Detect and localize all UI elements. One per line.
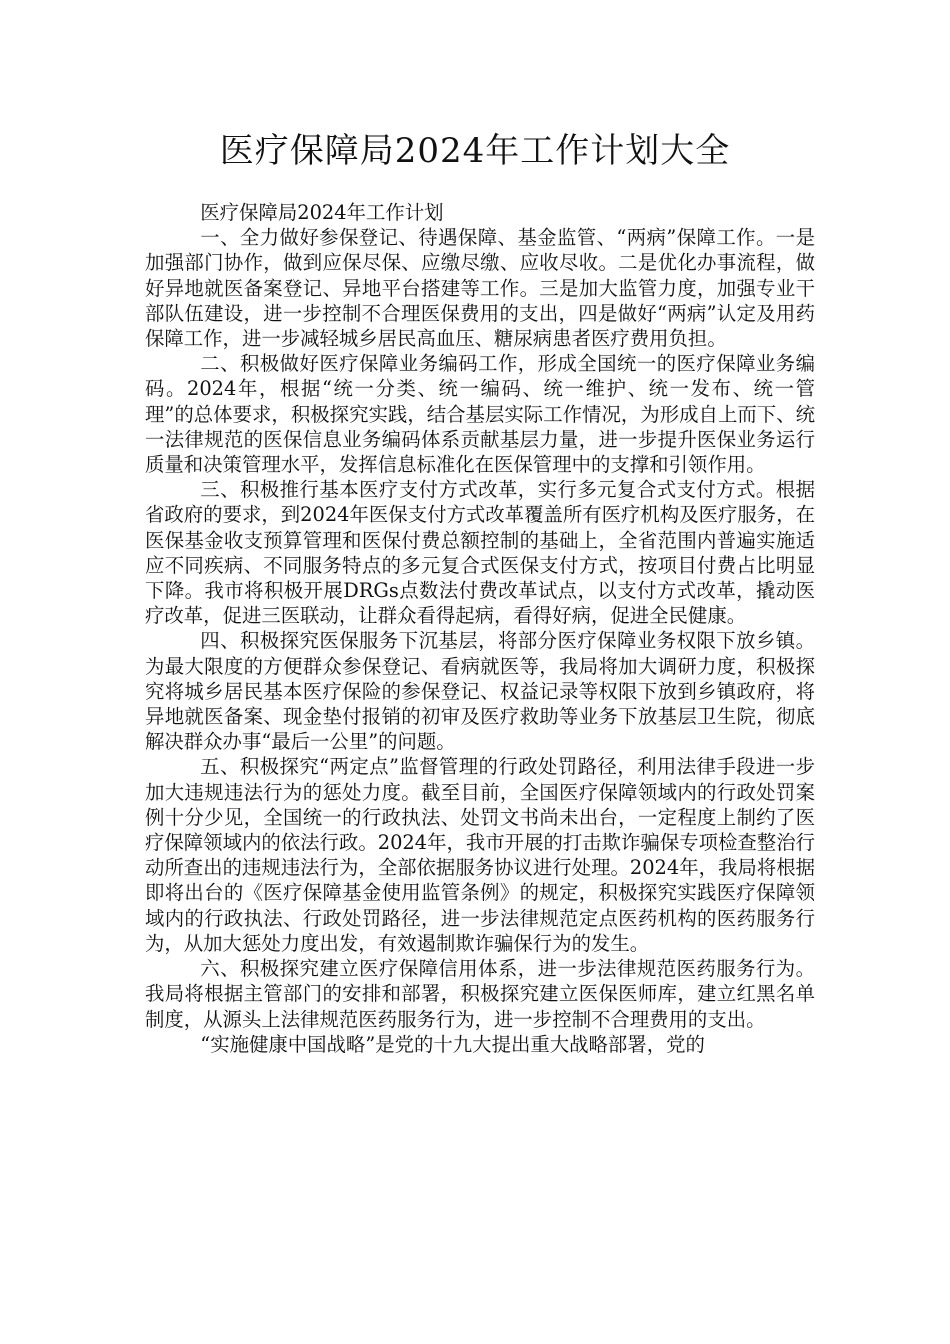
paragraph-3: 三、积极推行基本医疗支付方式改革，实行多元复合式支付方式。根据省政府的要求，到2024年医保支付方式改革覆盖所有医疗机构及医疗服务，在医保基金收支预算管理和医保付费总额控制的基础上，全省范围内普遍实施适应不同疾病、不同服务特点的多元复合式医保支付方式，按项目付费占比明显下降。我市将积极开展DRGs点数法付费改革试点，以支付方式改革，撬动医疗改革，促进三医联动，让群众看得起病，看得好病，促进全民健康。	[145, 478, 815, 628]
paragraph-5: 五、积极探究“两定点”监督管理的行政处罚路径，利用法律手段进一步加大违规违法行为的惩处力度。截至目前，全国医疗保障领域内的行政处罚案例十分少见，全国统一的行政执法、处罚文书尚未出台，一定程度上制约了医疗保障领域内的依法行政。2024年，我市开展的打击欺诈骗保专项检查整治行动所查出的违规违法行为，全部依据服务协议进行处理。2024年，我局将根据即将出台的《医疗保障基金使用监管条例》的规定，积极探究实践医疗保障领域内的行政执法、行政处罚路径，进一步法律规范定点医药机构的医药服务行为，从加大惩处力度出发，有效遏制欺诈骗保行为的发生。	[145, 755, 815, 955]
paragraph-2: 二、积极做好医疗保障业务编码工作，形成全国统一的医疗保障业务编码。2024年，根据“统一分类、统一编码、统一维护、统一发布、统一管理”的总体要求，积极探究实践，结合基层实际工作情况，为形成自上而下、统一法律规范的医保信息业务编码体系贡献基层力量，进一步提升医保业务运行质量和决策管理水平，发挥信息标准化在医保管理中的支撑和引领作用。	[145, 352, 815, 477]
document-subtitle: 医疗保障局2024年工作计划	[200, 201, 444, 224]
paragraph-6: 六、积极探究建立医疗保障信用体系，进一步法律规范医药服务行为。我局将根据主管部门的安排和部署，积极探究建立医保医师库，建立红黑名单制度，从源头上法律规范医药服务行为，进一步控制不合理费用的支出。	[145, 957, 815, 1031]
document-title: 医疗保障局2024年工作计划大全	[219, 131, 731, 171]
paragraph-1: 一、全力做好参保登记、待遇保障、基金监管、“两病”保障工作。一是加强部门协作，做到应保尽保、应缴尽缴、应收尽收。二是优化办事流程，做好异地就医备案登记、异地平台搭建等工作。三是加大监管力度，加强专业干部队伍建设，进一步控制不合理医保费用的支出，四是做好“两病”认定及用药保障工作，进一步减轻城乡居民高血压、糖尿病患者医疗费用负担。	[145, 226, 815, 351]
document-body	[145, 200, 815, 1057]
paragraph-4: 四、积极探究医保服务下沉基层，将部分医疗保障业务权限下放乡镇。为最大限度的方便群众参保登记、看病就医等，我局将加大调研力度，积极探究将城乡居民基本医疗保险的参保登记、权益记录等权限下放到乡镇政府，将异地就医备案、现金垫付报销的初审及医疗救助等业务下放基层卫生院，彻底解决群众办事“最后一公里”的问题。	[145, 629, 815, 754]
paragraph-7: “实施健康中国战略”是党的十九大提出重大战略部署，党的	[200, 1032, 705, 1056]
